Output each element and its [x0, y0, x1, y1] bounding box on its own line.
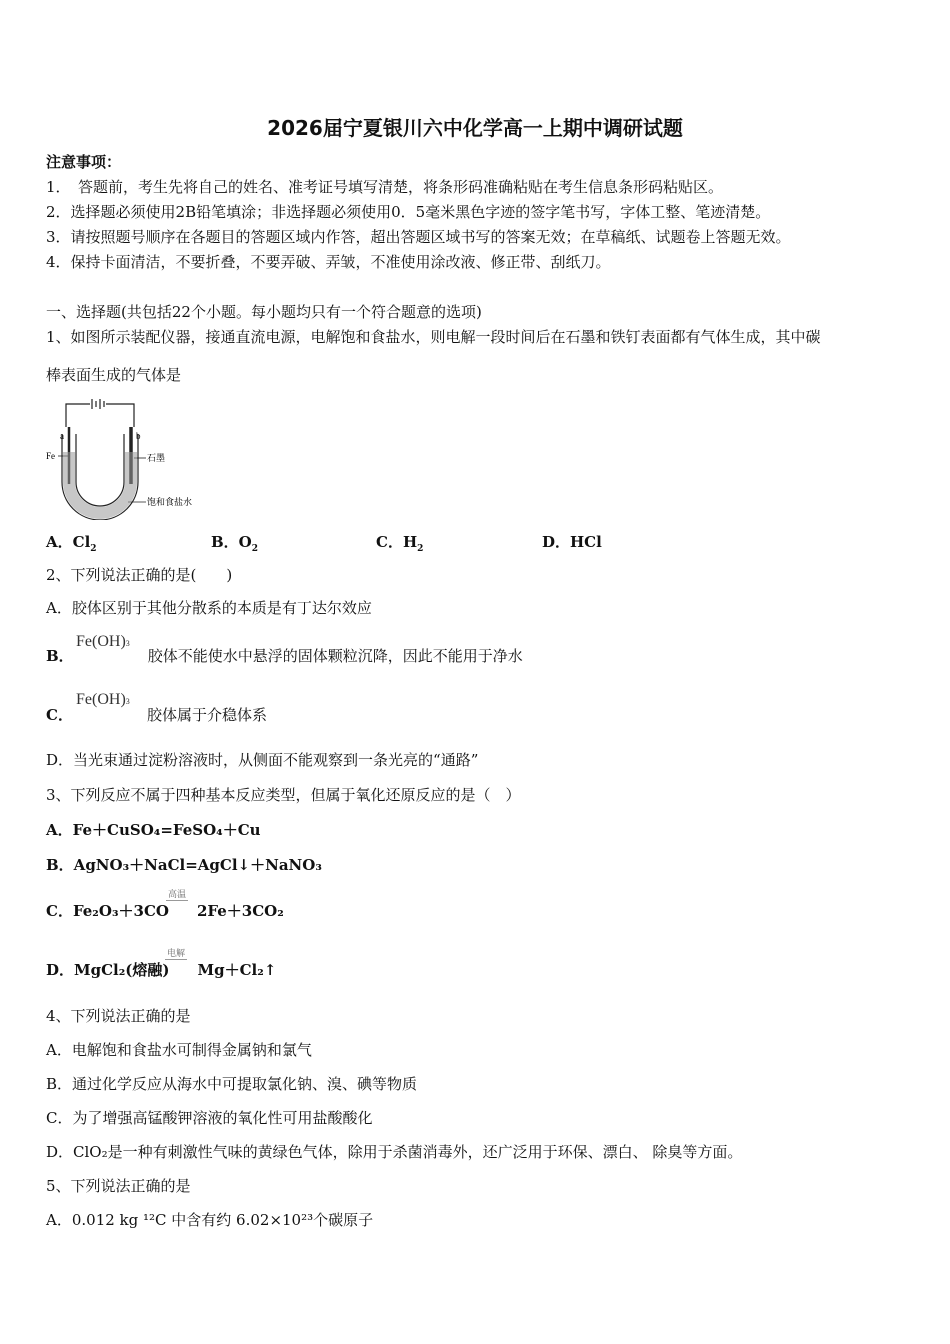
q1-option-d[interactable]: D．HCl: [542, 533, 602, 551]
label-brine: 饱和食盐水: [147, 498, 193, 508]
reaction-condition-electrolysis: 电解: [165, 946, 187, 960]
question-5-stem: 5、下列说法正确的是: [46, 1177, 191, 1195]
reaction-condition-high-temp: 高温: [166, 887, 188, 901]
q2-option-a[interactable]: A．胶体区别于其他分散系的本质是有丁达尔效应: [46, 599, 372, 617]
q1-option-a[interactable]: A．$Cl_2$: [46, 533, 97, 554]
q2-option-b[interactable]: B． 胶体不能使水中悬浮的固体颗粒沉降，因此不能用于净水: [46, 647, 523, 665]
question-1-stem: 1、如图所示装配仪器，接通直流电源，电解饱和食盐水，则电解一段时间后在石墨和铁钉表面都有气体生成，其中碳: [46, 328, 821, 346]
q2-option-d[interactable]: D．当光束通过淀粉溶液时，从侧面不能观察到一条光亮的“通路”: [46, 751, 479, 769]
q2-option-c[interactable]: C． 胶体属于介稳体系: [46, 706, 267, 724]
question-2-stem: 2、下列说法正确的是( ): [46, 566, 233, 584]
electrolysis-apparatus-figure: [46, 394, 196, 520]
notice-item: 4．保持卡面清洁，不要折叠，不要弄破、弄皱，不准使用涂改液、修正带、刮纸刀。: [46, 253, 611, 271]
q1-option-c[interactable]: C．$H_2$: [376, 533, 424, 554]
q1-option-b[interactable]: B．$O_2$: [211, 533, 259, 554]
label-a: a: [60, 431, 64, 441]
q3-option-d[interactable]: D．MgCl₂(熔融) Mg＋Cl₂↑: [46, 961, 277, 979]
notice-item: 3．请按照题号顺序在各题目的答题区域内作答，超出答题区域书写的答案无效；在草稿纸、试题卷上答题无效。: [46, 228, 791, 246]
notice-heading: 注意事项：: [46, 153, 122, 171]
q4-option-d[interactable]: D．ClO₂是一种有刺激性气味的黄绿色气体，除用于杀菌消毒外，还广泛用于环保、漂白、 除臭等方面。: [46, 1143, 743, 1161]
notice-item: 1． 答题前，考生先将自己的姓名、准考证号填写清楚，将条形码准确粘贴在考生信息条形码粘贴区。: [46, 178, 724, 196]
fe-oh-3-formula: Fe(OH)3: [76, 691, 130, 708]
label-fe: Fe: [46, 451, 55, 461]
q3-option-a[interactable]: A．Fe＋CuSO₄=FeSO₄＋Cu: [46, 821, 261, 839]
q3-option-b[interactable]: B．AgNO₃＋NaCl=AgCl↓＋NaNO₃: [46, 856, 322, 874]
label-b: b: [136, 431, 141, 441]
question-3-stem: 3、下列反应不属于四种基本反应类型，但属于氧化还原反应的是（ ）: [46, 786, 521, 804]
q4-option-b[interactable]: B．通过化学反应从海水中可提取氯化钠、溴、碘等物质: [46, 1075, 418, 1093]
question-1-stem-cont: 棒表面生成的气体是: [46, 366, 182, 384]
fe-oh-3-formula: Fe(OH)3: [76, 633, 130, 650]
notice-item: 2．选择题必须使用2B铅笔填涂；非选择题必须使用0．5毫米黑色字迹的签字笔书写，字体工整、笔迹清楚。: [46, 203, 771, 221]
question-4-stem: 4、下列说法正确的是: [46, 1007, 191, 1025]
q5-option-a[interactable]: A．0.012 kg ¹²C 中含有约 6.02×10²³个碳原子: [46, 1211, 374, 1229]
page-title: 2026届宁夏银川六中化学高一上期中调研试题: [267, 116, 683, 140]
q3-option-c[interactable]: C．Fe₂O₃＋3CO 2Fe＋3CO₂: [46, 902, 284, 920]
section-heading: 一、选择题(共包括22个小题。每小题均只有一个符合题意的选项): [46, 303, 482, 321]
q4-option-a[interactable]: A．电解饱和食盐水可制得金属钠和氯气: [46, 1041, 312, 1059]
label-graphite: 石墨: [147, 454, 166, 464]
q4-option-c[interactable]: C．为了增强高锰酸钾溶液的氧化性可用盐酸酸化: [46, 1109, 373, 1127]
